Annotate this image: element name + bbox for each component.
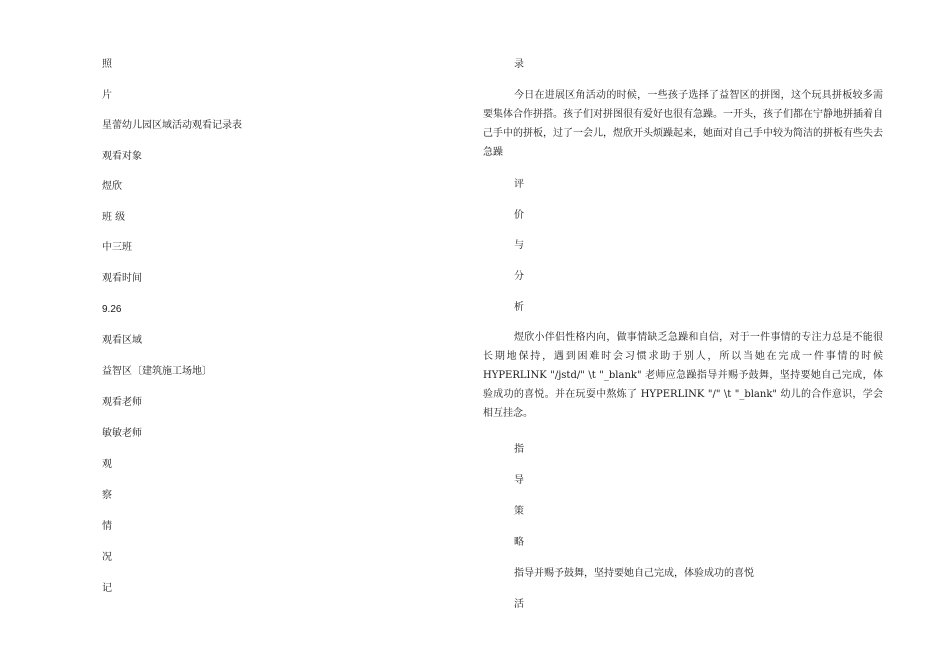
strategy-label-char-1: 指	[514, 444, 524, 455]
record-label-char-3: 情	[102, 521, 112, 532]
analysis-label-char-3: 与	[514, 240, 524, 251]
teacher-label: 观看老师	[102, 397, 142, 408]
record-label-char-2: 察	[102, 490, 112, 501]
record-label-char-5: 记	[102, 583, 112, 594]
class-value: 中三班	[102, 242, 132, 253]
observe-target-label: 观看对象	[102, 151, 142, 162]
photo-label-char-2: 片	[102, 90, 112, 101]
strategy-label-char-3: 策	[514, 506, 524, 517]
analysis-label-char-1: 评	[514, 179, 524, 190]
record-label-char-4: 况	[102, 552, 112, 563]
form-title: 星蕾幼儿园区域活动观看记录表	[102, 120, 242, 131]
strategy-text: 指导并赐予鼓舞，坚持要她自己完成，体验成功的喜悦	[514, 568, 754, 579]
observe-target-value: 煜欣	[102, 181, 122, 192]
analysis-label-char-5: 析	[514, 302, 524, 313]
strategy-label-char-2: 导	[514, 475, 524, 486]
strategy-label-char-4: 略	[514, 537, 524, 548]
observe-time-value: 9.26	[102, 304, 122, 315]
observe-time-label: 观看时间	[102, 273, 142, 284]
analysis-label-char-4: 分	[514, 271, 524, 282]
photo-label-char-1: 照	[102, 59, 112, 70]
record-label-char-1: 观	[102, 459, 112, 470]
record-label-char-6: 录	[514, 59, 524, 70]
analysis-text: 煜欣小伴侣性格内向，做事情缺乏急躁和自信，对于一件事情的专注力总是不能很长期地保持，遇到困难时会习惯求助于别人，所以当她在完成一件事情的时候 HYPERLINK "/jstd/" \t "_blank" 老师应急躁指导并赐予鼓舞，坚持要她自己完成，体验成功的喜悦。并在玩耍中熬炼了 HYPERLINK "/" \t "_blank" 幼儿的合作意识，学会相互挂念。	[483, 332, 883, 419]
observe-area-label: 观看区域	[102, 335, 142, 346]
observe-area-value: 益智区〔建筑施工场地〕	[102, 366, 212, 377]
class-label: 班 级	[102, 212, 126, 223]
activity-label-char: 活	[514, 599, 524, 610]
teacher-value: 敏敏老师	[102, 428, 142, 439]
analysis-label-char-2: 价	[514, 210, 524, 221]
observation-text: 今日在进展区角活动的时候，一些孩子选择了益智区的拼图，这个玩具拼板较多需要集体合作拼搭。孩子们对拼图很有爱好也很有急躁。一开头，孩子们都在宁静地拼插着自己手中的拼板，过了一会儿，煜欣开头烦躁起来，她面对自己手中较为简洁的拼板有些失去急躁	[483, 90, 883, 158]
